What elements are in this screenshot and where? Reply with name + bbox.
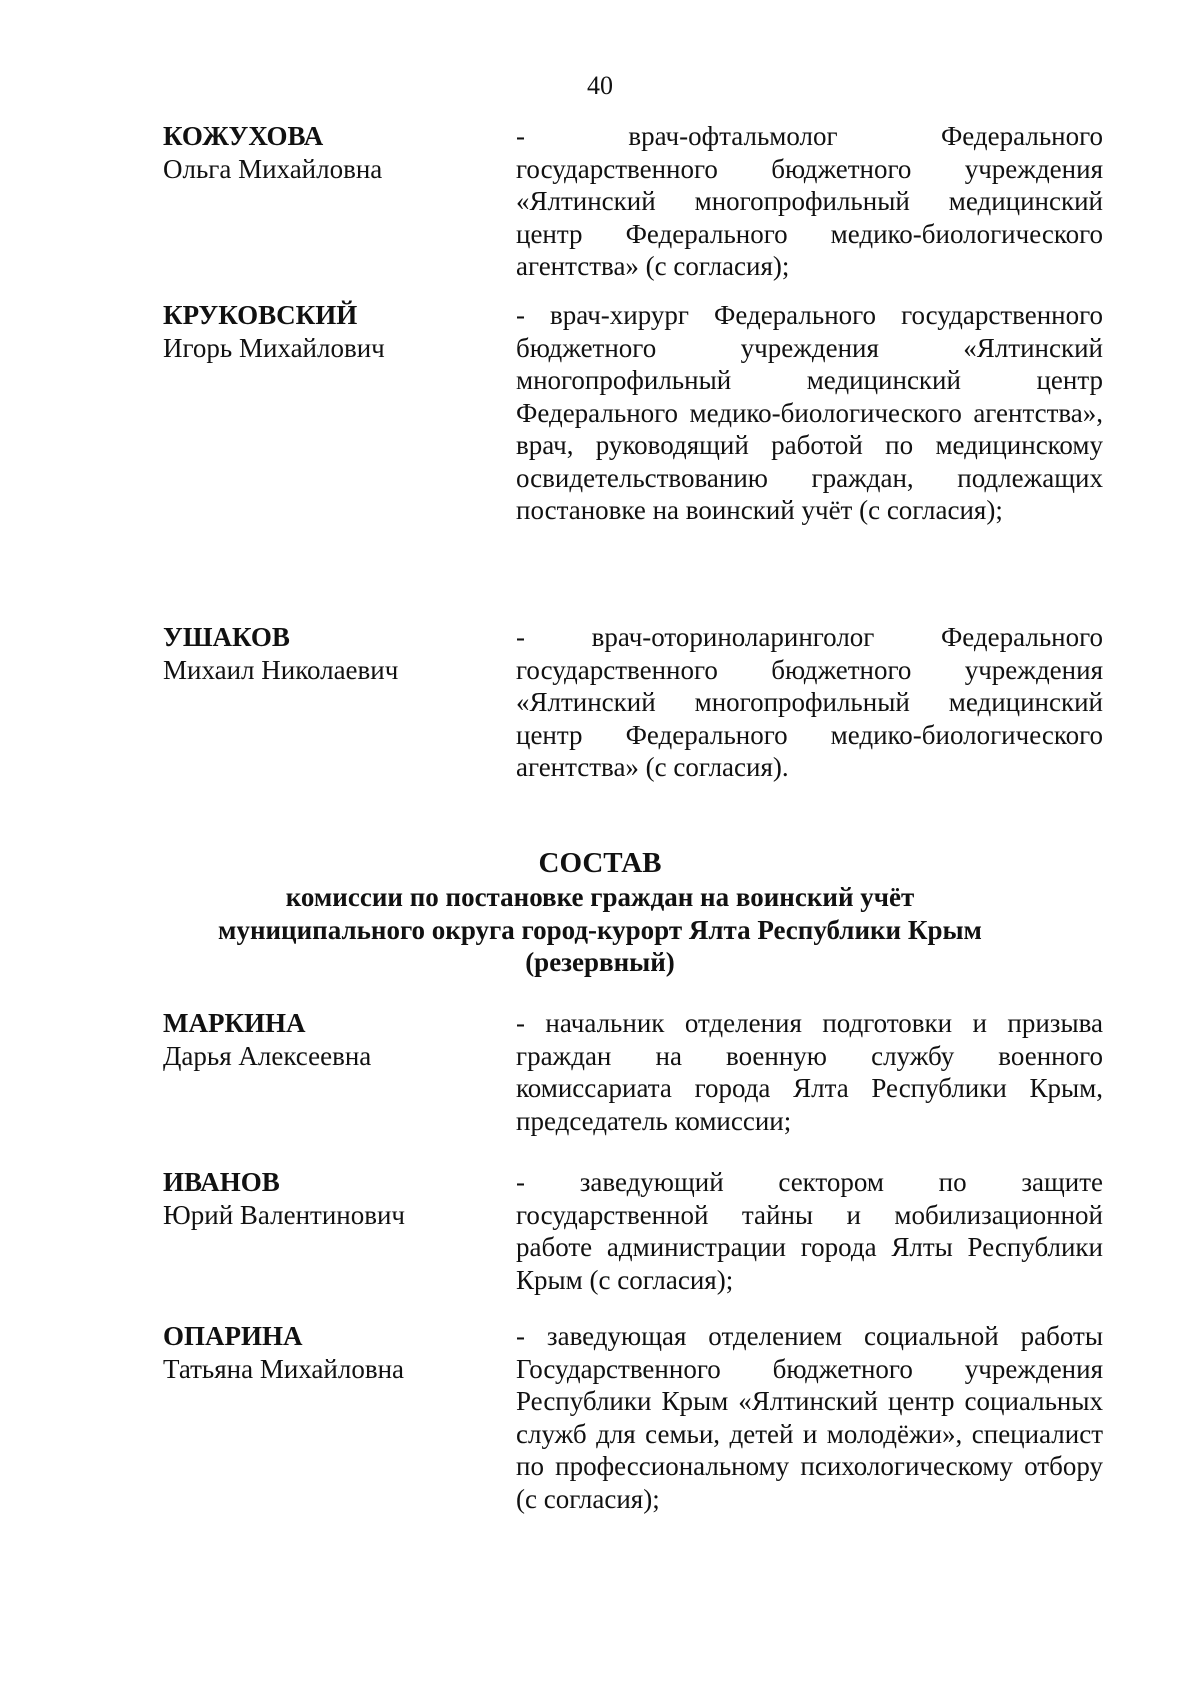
member-surname: КОЖУХОВА (163, 121, 324, 151)
member-given-names: Игорь Михайлович (163, 332, 385, 363)
member-entry (163, 1166, 1103, 1296)
member-given-names: Юрий Валентинович (163, 1199, 406, 1230)
composition-title: СОСТАВ (538, 847, 662, 879)
member-surname: ИВАНОВ (163, 1167, 280, 1197)
member-given-names: Ольга Михайловна (163, 153, 383, 184)
member-names (163, 299, 516, 527)
member-names (163, 621, 516, 784)
member-surname: ОПАРИНА (163, 1321, 303, 1351)
member-given-names: Дарья Алексеевна (163, 1040, 372, 1071)
member-names (163, 1166, 516, 1296)
member-given-names: Татьяна Михайловна (163, 1353, 405, 1384)
member-role: - врач-оториноларинголог Федерального государственного бюджетного учреждения «Ялтинский многопрофильный медицинский центр Федерального медико-биологического агентства» (с согласия). (516, 622, 1103, 782)
member-names (163, 1320, 516, 1515)
member-entry (163, 120, 1103, 283)
member-surname: КРУКОВСКИЙ (163, 300, 358, 330)
member-entry (163, 1320, 1103, 1515)
member-entry (163, 299, 1103, 527)
composition-heading (0, 845, 1200, 979)
member-names (163, 120, 516, 283)
member-entry (163, 621, 1103, 784)
composition-subtitle-line: комиссии по постановке граждан на воинский учёт (285, 882, 915, 912)
composition-subtitle-line: (резервный) (525, 947, 675, 977)
member-names (163, 1007, 516, 1137)
member-role: - врач-офтальмолог Федерального государственного бюджетного учреждения «Ялтинский многопрофильный медицинский центр Федерального медико-биологического агентства» (с согласия); (516, 121, 1103, 281)
member-surname: МАРКИНА (163, 1008, 306, 1038)
member-entry (163, 1007, 1103, 1137)
member-role: - заведующая отделением социальной работы Государственного бюджетного учреждения Республики Крым «Ялтинский центр социальных служб для семьи, детей и молодёжи», специалист по профессиональному психологическому отбору (с согласия); (516, 1321, 1103, 1514)
page-number: 40 (587, 71, 613, 100)
composition-subtitle-line: муниципального округа город-курорт Ялта Республики Крым (218, 914, 982, 945)
member-role: - начальник отделения подготовки и призыва граждан на военную службу военного комиссариата города Ялта Республики Крым, председатель комиссии; (516, 1008, 1103, 1136)
member-surname: УШАКОВ (163, 622, 290, 652)
member-role: - врач-хирург Федерального государственного бюджетного учреждения «Ялтинский многопрофильный медицинский центр Федерального медико-биологического агентства», врач, руководящий работой по медицинскому освидетельствованию граждан, подлежащих постановке на воинский учёт (с согласия); (516, 300, 1103, 525)
member-role: - заведующий сектором по защите государственной тайны и мобилизационной работе администрации города Ялты Республики Крым (с согласия); (516, 1167, 1103, 1295)
member-given-names: Михаил Николаевич (163, 654, 399, 685)
